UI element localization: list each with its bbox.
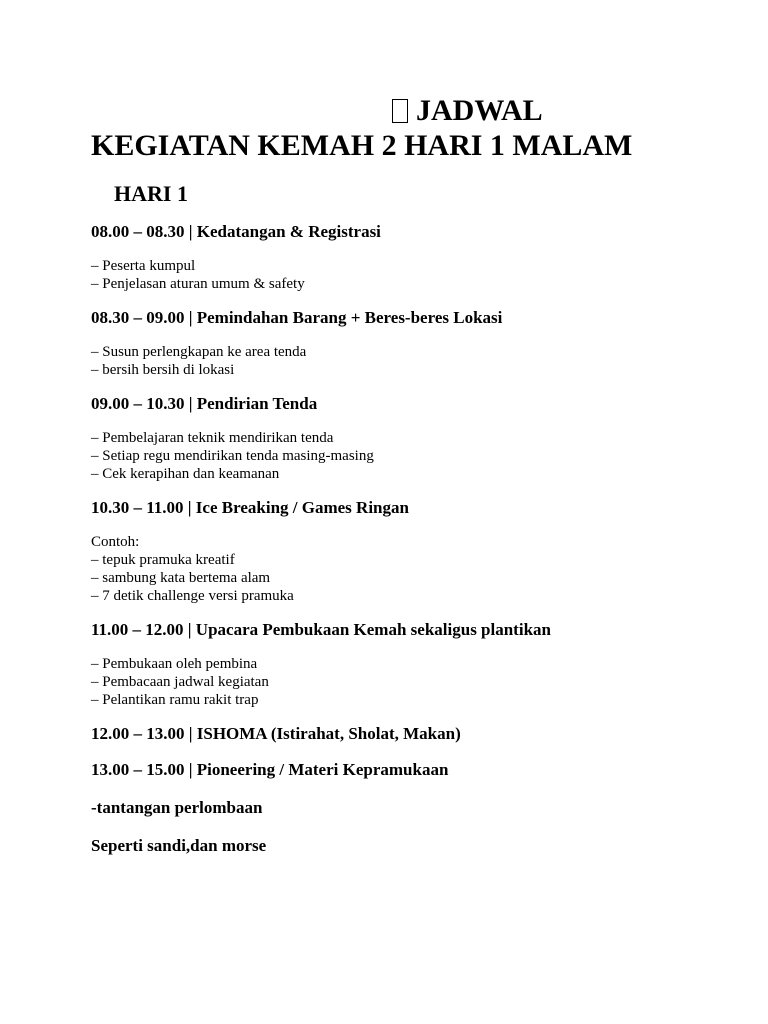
missing-glyph-icon bbox=[392, 99, 408, 123]
schedule-slot-details bbox=[91, 257, 731, 293]
detail-line: – Pembukaan oleh pembina bbox=[91, 656, 258, 672]
schedule-slot-heading: 08.30 – 09.00 | Pemindahan Barang + Beres-beres Lokasi bbox=[91, 308, 503, 327]
detail-line: Contoh: bbox=[91, 534, 140, 550]
schedule-slot-heading: 13.00 – 15.00 | Pioneering / Materi Kepramukaan bbox=[91, 760, 449, 779]
schedule-slot-details bbox=[91, 429, 731, 483]
detail-line: – Setiap regu mendirikan tenda masing-masing bbox=[91, 448, 374, 464]
detail-line: – Cek kerapihan dan keamanan bbox=[91, 466, 280, 482]
detail-line: – Pelantikan ramu rakit trap bbox=[91, 692, 259, 708]
schedule-slot-heading: 12.00 – 13.00 | ISHOMA (Istirahat, Sholat, Makan) bbox=[91, 724, 461, 743]
detail-line: – Pembacaan jadwal kegiatan bbox=[91, 674, 269, 690]
detail-line: – Penjelasan aturan umum & safety bbox=[91, 276, 305, 292]
detail-line: – bersih bersih di lokasi bbox=[91, 362, 235, 378]
detail-line: – sambung kata bertema alam bbox=[91, 570, 271, 586]
schedule-slot-details bbox=[91, 533, 731, 605]
detail-line: – tepuk pramuka kreatif bbox=[91, 552, 235, 568]
document-title-line1 bbox=[91, 94, 731, 128]
extra-line: -tantangan perlombaan bbox=[91, 798, 263, 817]
day-heading: HARI 1 bbox=[114, 181, 188, 206]
title-text: JADWAL bbox=[416, 94, 543, 127]
detail-line: – Peserta kumpul bbox=[91, 258, 196, 274]
schedule-slot-details bbox=[91, 655, 731, 709]
document-page bbox=[91, 94, 731, 857]
schedule-slot-heading: 11.00 – 12.00 | Upacara Pembukaan Kemah sekaligus plantikan bbox=[91, 620, 551, 639]
detail-line: – Pembelajaran teknik mendirikan tenda bbox=[91, 430, 334, 446]
detail-line: – Susun perlengkapan ke area tenda bbox=[91, 344, 307, 360]
detail-line: – 7 detik challenge versi pramuka bbox=[91, 588, 294, 604]
extra-line: Seperti sandi,dan morse bbox=[91, 836, 267, 855]
schedule-slot-heading: 10.30 – 11.00 | Ice Breaking / Games Ringan bbox=[91, 498, 409, 517]
document-title-line2: KEGIATAN KEMAH 2 HARI 1 MALAM bbox=[91, 129, 633, 162]
schedule-slot-heading: 09.00 – 10.30 | Pendirian Tenda bbox=[91, 394, 318, 413]
schedule-slot-details bbox=[91, 343, 731, 379]
schedule-slot-heading: 08.00 – 08.30 | Kedatangan & Registrasi bbox=[91, 222, 381, 241]
